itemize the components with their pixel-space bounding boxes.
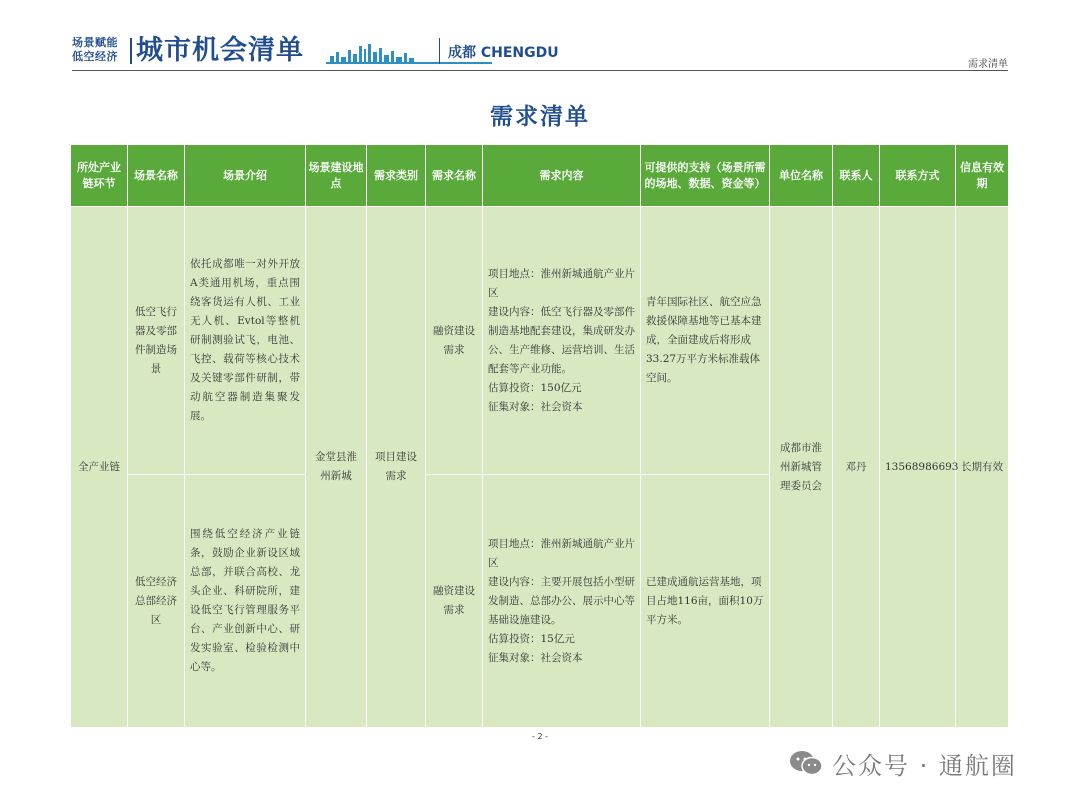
wechat-icon	[788, 749, 824, 777]
demand-name-cell: 融资建设需求	[426, 475, 483, 728]
demand-table	[70, 144, 1009, 728]
phone-cell: 13568986693	[880, 207, 956, 728]
table-row	[71, 207, 1009, 475]
content-line: 征集对象：社会资本	[488, 651, 583, 664]
header-cell: 可提供的支持（场景所需的场地、数据、资金等）	[641, 145, 770, 207]
location-cell: 金堂县淮州新城	[306, 207, 367, 728]
watermark-text: 公众号 · 通航圈	[832, 751, 1017, 780]
header-cell: 信息有效期	[956, 145, 1009, 207]
section-label: 需求清单	[968, 59, 1008, 70]
page-number: - 2 -	[532, 732, 548, 741]
watermark	[788, 745, 1017, 781]
header-cell: 场景建设地点	[306, 145, 367, 207]
scene-name-cell: 低空经济总部经济区	[128, 475, 185, 728]
scene-name-cell: 低空飞行器及零部件制造场景	[128, 207, 185, 475]
content-line: 估算投资：150亿元	[488, 381, 582, 394]
content-line: 建设内容：主要开展包括小型研发制造、总部办公、展示中心等基础设施建设。	[488, 575, 635, 626]
city-divider	[439, 38, 440, 64]
scene-intro-cell: 围绕低空经济产业链条，鼓励企业新设区域总部，并联合高校、龙头企业、科研院所，建设低空飞行管理服务平台、产业创新中心、研发实验室、检验检测中心等。	[185, 475, 306, 728]
support-cell: 已建成通航运营基地，项目占地116亩，面积10万平方米。	[641, 475, 770, 728]
content-line: 征集对象：社会资本	[488, 400, 583, 413]
unit-cell: 成都市淮州新城管理委员会	[770, 207, 833, 728]
header-cell: 所处产业链环节	[71, 145, 128, 207]
header-cell: 单位名称	[770, 145, 833, 207]
contact-cell: 邓丹	[833, 207, 880, 728]
header-rule	[72, 70, 1008, 71]
chain-cell: 全产业链	[71, 207, 128, 728]
category-cell: 项目建设需求	[367, 207, 426, 728]
table-header-row	[71, 145, 1009, 207]
header-cell: 场景介绍	[185, 145, 306, 207]
header-cell: 联系人	[833, 145, 880, 207]
city-label: 成都 CHENGDU	[448, 45, 559, 61]
content-line: 项目地点：淮州新城通航产业片区	[488, 267, 635, 299]
brand-tagline: 场景赋能 低空经济	[72, 36, 118, 63]
support-cell: 青年国际社区、航空应急救援保障基地等已基本建成，全面建成后将形成33.27万平方米标准载体空间。	[641, 207, 770, 475]
brand-title: 城市机会清单	[136, 35, 304, 66]
document-header	[72, 34, 1008, 74]
header-cell: 需求类别	[367, 145, 426, 207]
demand-content-cell	[483, 207, 641, 475]
content-line: 估算投资：15亿元	[488, 632, 575, 645]
demand-content-cell	[483, 475, 641, 728]
brand-divider	[130, 38, 132, 64]
validity-cell: 长期有效	[956, 207, 1009, 728]
header-cell: 需求名称	[426, 145, 483, 207]
header-cell: 需求内容	[483, 145, 641, 207]
page-title: 需求清单	[490, 104, 590, 130]
content-line: 建设内容：低空飞行器及零部件制造基地配套建设，集成研发办公、生产维修、运营培训、生活配套等产业功能。	[488, 305, 635, 375]
header-cell: 场景名称	[128, 145, 185, 207]
content-line: 项目地点：淮州新城通航产业片区	[488, 537, 635, 569]
scene-intro-cell: 依托成都唯一对外开放A类通用机场，重点围绕客货运有人机、工业无人机、Evtol等整机研制测验试飞，电池、飞控、载荷等核心技术及关键零部件研制，带动航空器制造集聚发展。	[185, 207, 306, 475]
demand-name-cell: 融资建设需求	[426, 207, 483, 475]
header-cell: 联系方式	[880, 145, 956, 207]
